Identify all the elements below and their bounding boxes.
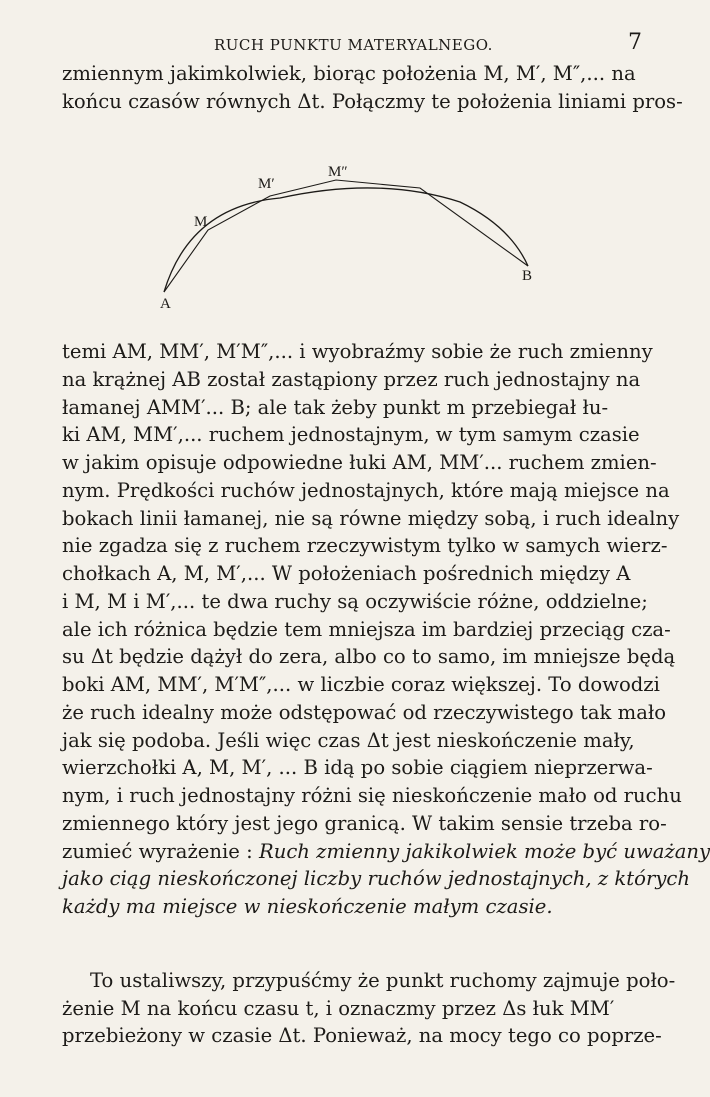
page-number: 7 [628,30,642,55]
text-line: w jakim opisuje odpowiedne łuki AM, MM′... ruchem zmien- [62,451,657,474]
text-line-italic: każdy ma miejsce w nieskończenie małym czasie. [62,895,553,918]
italic-lead: zumieć wyrażenie : [62,839,253,863]
text-line: zmiennym jakimkolwiek, biorąc położenia M, M′, M″,... na [62,62,636,85]
label-m: M [194,214,208,230]
text-line: To ustaliwszy, przypuśćmy że punkt ruchomy zajmuje poło- [90,969,676,992]
arc-figure [150,166,550,316]
text-line: i M, M i M′,... te dwa ruchy są oczywiście różne, oddzielne; [62,589,648,613]
top-paragraph [62,60,683,115]
text-line: su Δt będzie dążył do zera, albo co to samo, im mniejsze będą [62,645,676,669]
text-line-italic: jako ciąg nieskończonej liczby ruchów jednostajnych, z których [62,867,691,891]
text-line: chołkach A, M, M′,... W położeniach pośrednich między A [62,562,631,585]
last-paragraph [62,967,676,1050]
label-m-double-prime: M″ [328,164,348,180]
polygonal-line [164,180,528,292]
text-line: wierzchołki A, M, M′, ... B idą po sobie ciągiem nieprzerwa- [62,756,653,780]
text-line: nym. Prędkości ruchów jednostajnych, które mają miejsce na [62,478,670,502]
bleed-through-text [420,135,425,155]
label-b: B [522,268,533,284]
label-a: A [160,296,171,312]
text-line: zmiennego który jest jego granicą. W takim sensie trzeba ro- [62,811,667,835]
page-header [0,30,700,56]
running-title: RUCH PUNKTU MATERYALNEGO. [214,36,493,54]
text-line: ale ich różnica będzie tem mniejsza im bardziej przeciąg cza- [62,617,671,641]
text-line: temi AM, MM′, M′M″,... i wyobraźmy sobie że ruch zmienny [62,340,653,363]
label-m-prime: M′ [258,176,275,192]
text-line: nie zgadza się z ruchem rzeczywistym tylko w samych wierz- [62,534,668,558]
text-line: nym, i ruch jednostajny różni się nieskończenie mało od ruchu [62,784,682,807]
text-line: boki AM, MM′, M′M″,... w liczbie coraz większej. To dowodzi [62,673,660,696]
arc-diagram [150,166,550,316]
text-line: łamanej AMM′... B; ale tak żeby punkt m przebiegał łu- [62,395,609,419]
text-line: przebieżony w czasie Δt. Ponieważ, na mocy tego co poprze- [62,1024,662,1048]
text-line: że ruch idealny może odstępować od rzeczywistego tak mało [62,700,667,724]
text-line: bokach linii łamanej, nie są równe między sobą, i ruch idealny [62,506,680,530]
text-line: żenie M na końcu czasu t, i oznaczmy przez Δs łuk MM′ [62,996,615,1020]
text-line-italic-lead [62,838,710,866]
arc-ab [164,188,528,292]
text-line: ki AM, MM′,... ruchem jednostajnym, w tym samym czasie [62,423,640,447]
italic-phrase: Ruch zmienny jakikolwiek może być uważany [258,839,710,863]
text-line: jak się podoba. Jeśli więc czas Δt jest nieskończenie mały, [62,728,635,752]
text-line: końcu czasów równych Δt. Połączmy te położenia liniami pros- [62,89,683,113]
text-line: na krążnej AB został zastąpiony przez ruch jednostajny na [62,367,641,391]
main-paragraph [62,338,710,921]
